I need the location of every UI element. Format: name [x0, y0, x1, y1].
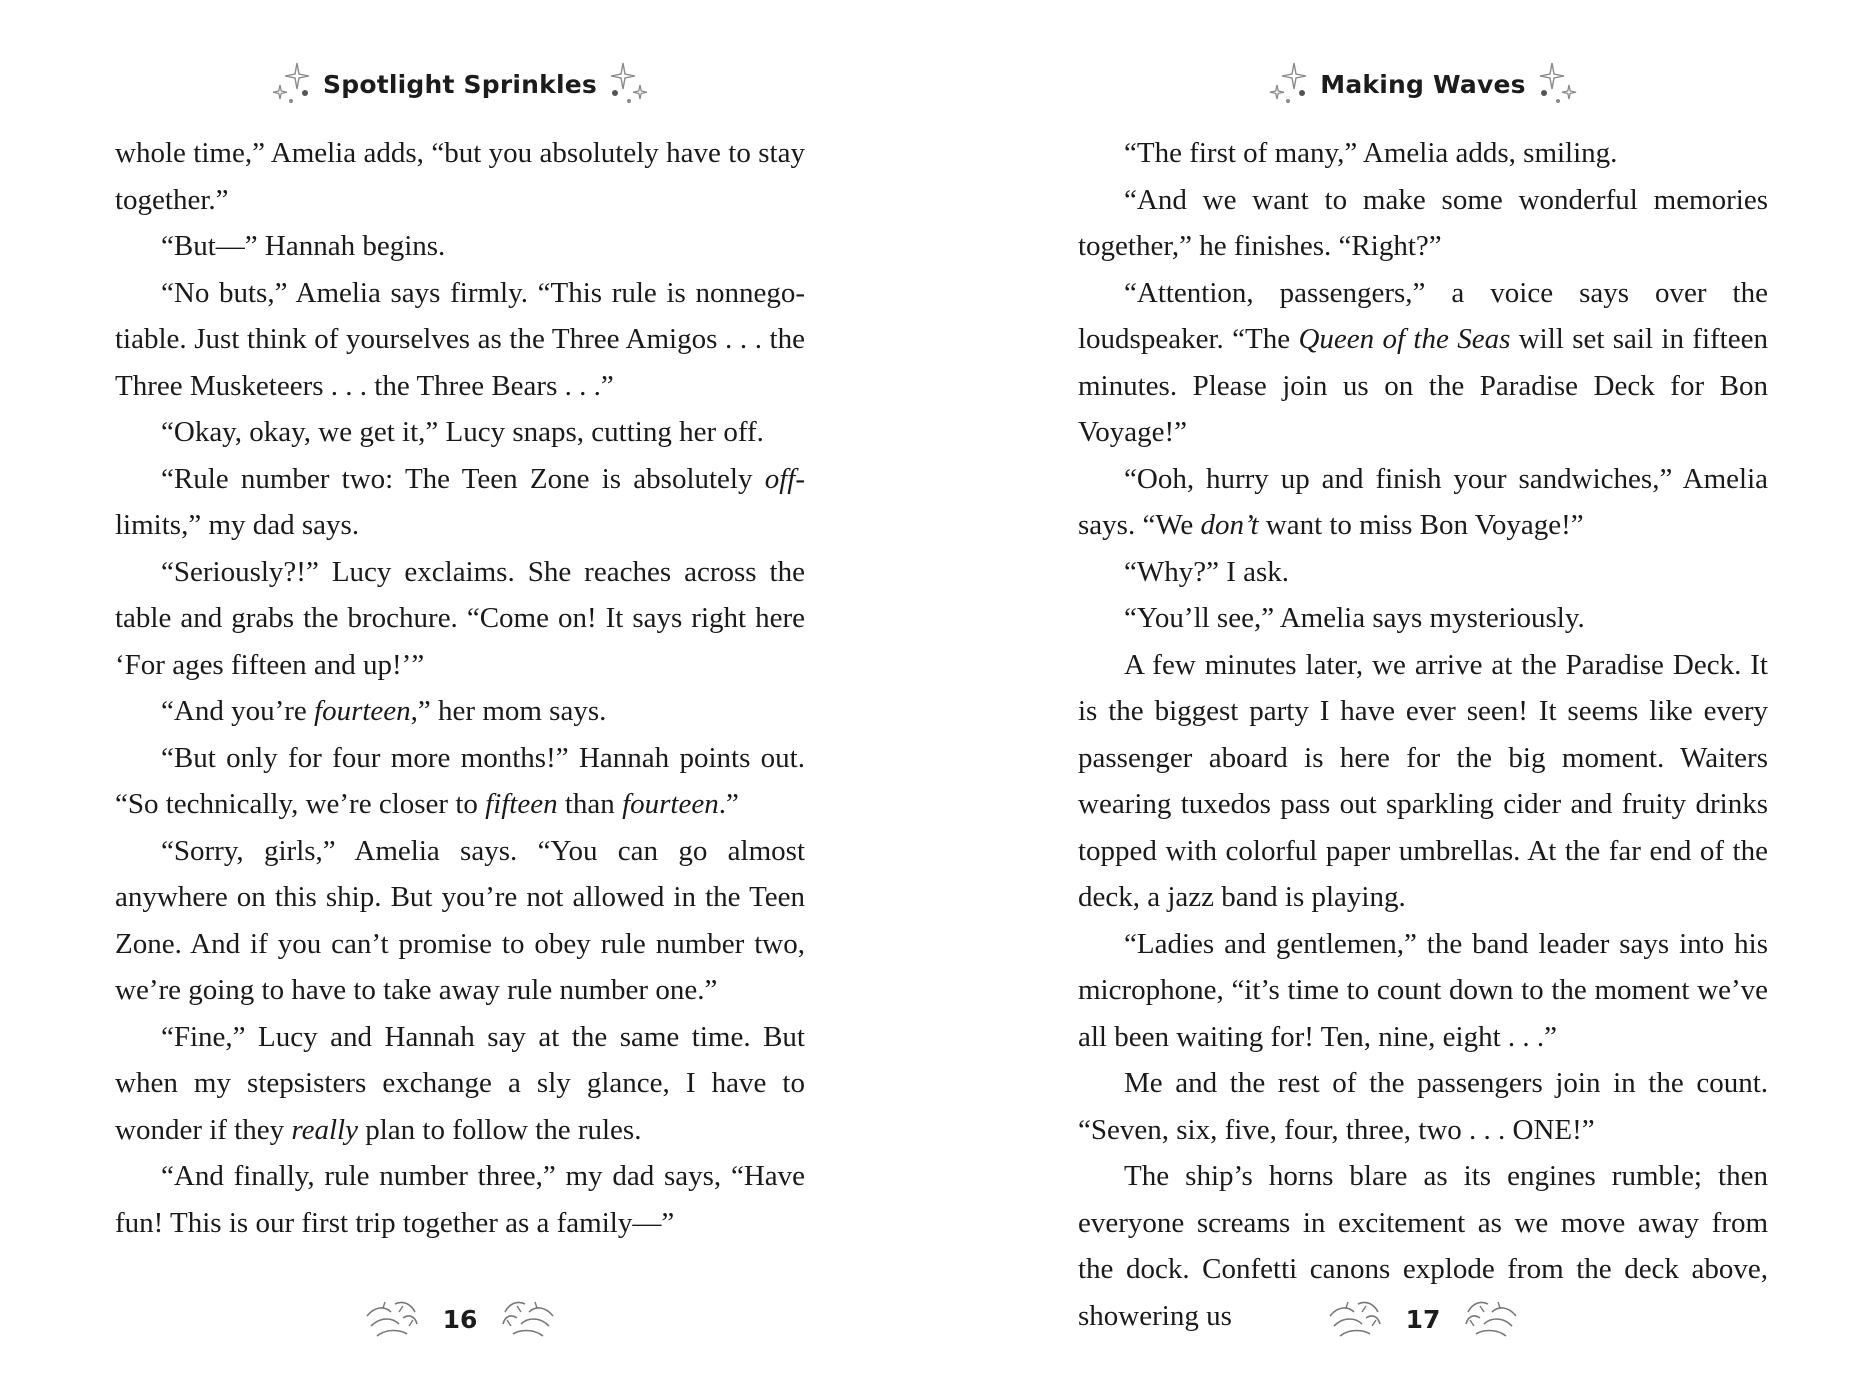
paragraph — [115, 456, 805, 549]
paragraph — [115, 828, 805, 1014]
text-run: Me and the rest of the passengers join in the count. “Seven, six, five, four, three, two . . . ONE!” — [1078, 1067, 1768, 1146]
text-run: “Rule number two: The Teen Zone is absolutely — [161, 462, 765, 495]
italic-text: don’t — [1200, 509, 1259, 541]
text-run: plan to follow the rules. — [357, 1113, 642, 1146]
paragraph — [1078, 130, 1768, 177]
swirl-icon — [1462, 1296, 1520, 1342]
paragraph — [115, 1014, 805, 1154]
paragraph — [1078, 642, 1768, 921]
paragraph — [115, 130, 805, 223]
text-run: A few minutes later, we arrive at the Paradise Deck. It is the biggest party I have ever seen! It seems like every passenger aboard is here for the big moment. Waiters wearing tuxedos pass out sparkling cider and fruity drinks topped with colorful paper umbrellas. At the far end of the deck, a jazz band is playing. — [1078, 648, 1768, 913]
folio-left — [115, 1293, 805, 1345]
paragraph — [115, 735, 805, 828]
text-run: “No buts,” Amelia says firmly. “This rule is nonnegotiable. Just think of yourselves as the Three Amigos . . . the Three Musketeers . . . the Three Bears . . .” — [115, 276, 805, 402]
italic-text: off- — [764, 462, 805, 495]
italic-text: fourteen — [314, 695, 411, 727]
paragraph — [1078, 270, 1768, 456]
paragraph — [115, 409, 805, 456]
text-run: want to miss Bon Voyage!” — [1258, 509, 1584, 541]
running-head-title: Making Waves — [1320, 69, 1526, 99]
text-run: “Fine,” Lucy and Hannah say at the same time. But when my stepsisters exchange a sly glance, I have to wonder if they — [115, 1020, 805, 1146]
text-run: will set sail in fifteen minutes. Please join us on the Paradise Deck for Bon Voyage!” — [1078, 323, 1768, 448]
text-run: limits,” my dad says. — [115, 509, 360, 541]
sparkle-icon — [271, 61, 313, 107]
text-run: “But only for four more months!” Hannah points out. “So technically, we’re closer to — [115, 741, 805, 820]
paragraph — [1078, 1060, 1768, 1153]
text-run: ,” her mom says. — [410, 695, 607, 727]
swirl-icon — [499, 1296, 557, 1342]
swirl-icon — [363, 1296, 421, 1342]
text-run: “You’ll see,” Amelia says mysteriously. — [1124, 602, 1585, 634]
text-run: “Okay, okay, we get it,” Lucy snaps, cutting her off. — [161, 416, 764, 448]
italic-text: Queen of the Seas — [1298, 323, 1511, 355]
text-run: “Seriously?!” Lucy exclaims. She reaches across the table and grabs the brochure. “Come on! It says right here ‘For ages fifteen and up!’” — [115, 555, 805, 681]
page-number: 17 — [1405, 1304, 1441, 1334]
paragraph — [1078, 456, 1768, 549]
paragraph — [115, 270, 805, 410]
folio-right — [1078, 1293, 1768, 1345]
text-run: “The first of many,” Amelia adds, smiling. — [1124, 137, 1618, 169]
paragraph — [115, 1153, 805, 1246]
sparkle-icon — [607, 61, 649, 107]
text-run: “Sorry, girls,” Amelia says. “You can go almost anywhere on this ship. But you’re not allowed in the Teen Zone. And if you can’t promise to obey rule number two, we’re going to have to take away rule number one.” — [115, 834, 805, 1006]
text-run: “And you’re — [161, 695, 315, 727]
text-run: “Ladies and gentlemen,” the band leader says into his microphone, “it’s time to count down to the moment we’ve all been waiting for! Ten, nine, eight . . .” — [1078, 927, 1768, 1053]
text-run: “And we want to make some wonderful memories together,” he finishes. “Right?” — [1078, 183, 1768, 262]
paragraph — [1078, 595, 1768, 642]
running-head-right — [1078, 56, 1768, 112]
page-text-right — [1078, 130, 1768, 1339]
italic-text: fifteen — [485, 788, 558, 820]
page-text-left — [115, 130, 805, 1246]
italic-text: fourteen — [622, 788, 719, 820]
sparkle-icon — [1268, 61, 1310, 107]
text-run: “Ooh, hurry up and finish your sandwiches,” Amelia says. “We — [1078, 462, 1768, 541]
paragraph — [115, 549, 805, 689]
italic-text: really — [291, 1113, 358, 1146]
text-run: “And finally, rule number three,” my dad says, “Have fun! This is our first trip together as a family—” — [115, 1160, 805, 1239]
text-run: .” — [718, 788, 739, 820]
text-run: “Why?” I ask. — [1124, 555, 1290, 588]
running-head-title: Spotlight Sprinkles — [323, 69, 597, 99]
right-page — [1078, 0, 1768, 1400]
paragraph — [1078, 177, 1768, 270]
paragraph — [115, 223, 805, 270]
swirl-icon — [1326, 1296, 1384, 1342]
text-run: than — [557, 788, 623, 820]
paragraph — [1078, 549, 1768, 596]
text-run: The ship’s horns blare as its engines rumble; then everyone screams in excitement as we move away from the dock. Confetti canons explode from the deck above, showering us — [1078, 1160, 1768, 1332]
sparkle-icon — [1536, 61, 1578, 107]
text-run: “But—” Hannah begins. — [161, 230, 446, 262]
paragraph — [115, 688, 805, 735]
text-run: whole time,” Amelia adds, “but you absolutely have to stay together.” — [115, 137, 805, 216]
paragraph — [1078, 921, 1768, 1061]
page-number: 16 — [442, 1304, 478, 1334]
text-run: “Attention, passengers,” a voice says over the loudspeaker. “The — [1078, 276, 1768, 355]
running-head-left — [115, 56, 805, 112]
left-page — [115, 0, 805, 1400]
